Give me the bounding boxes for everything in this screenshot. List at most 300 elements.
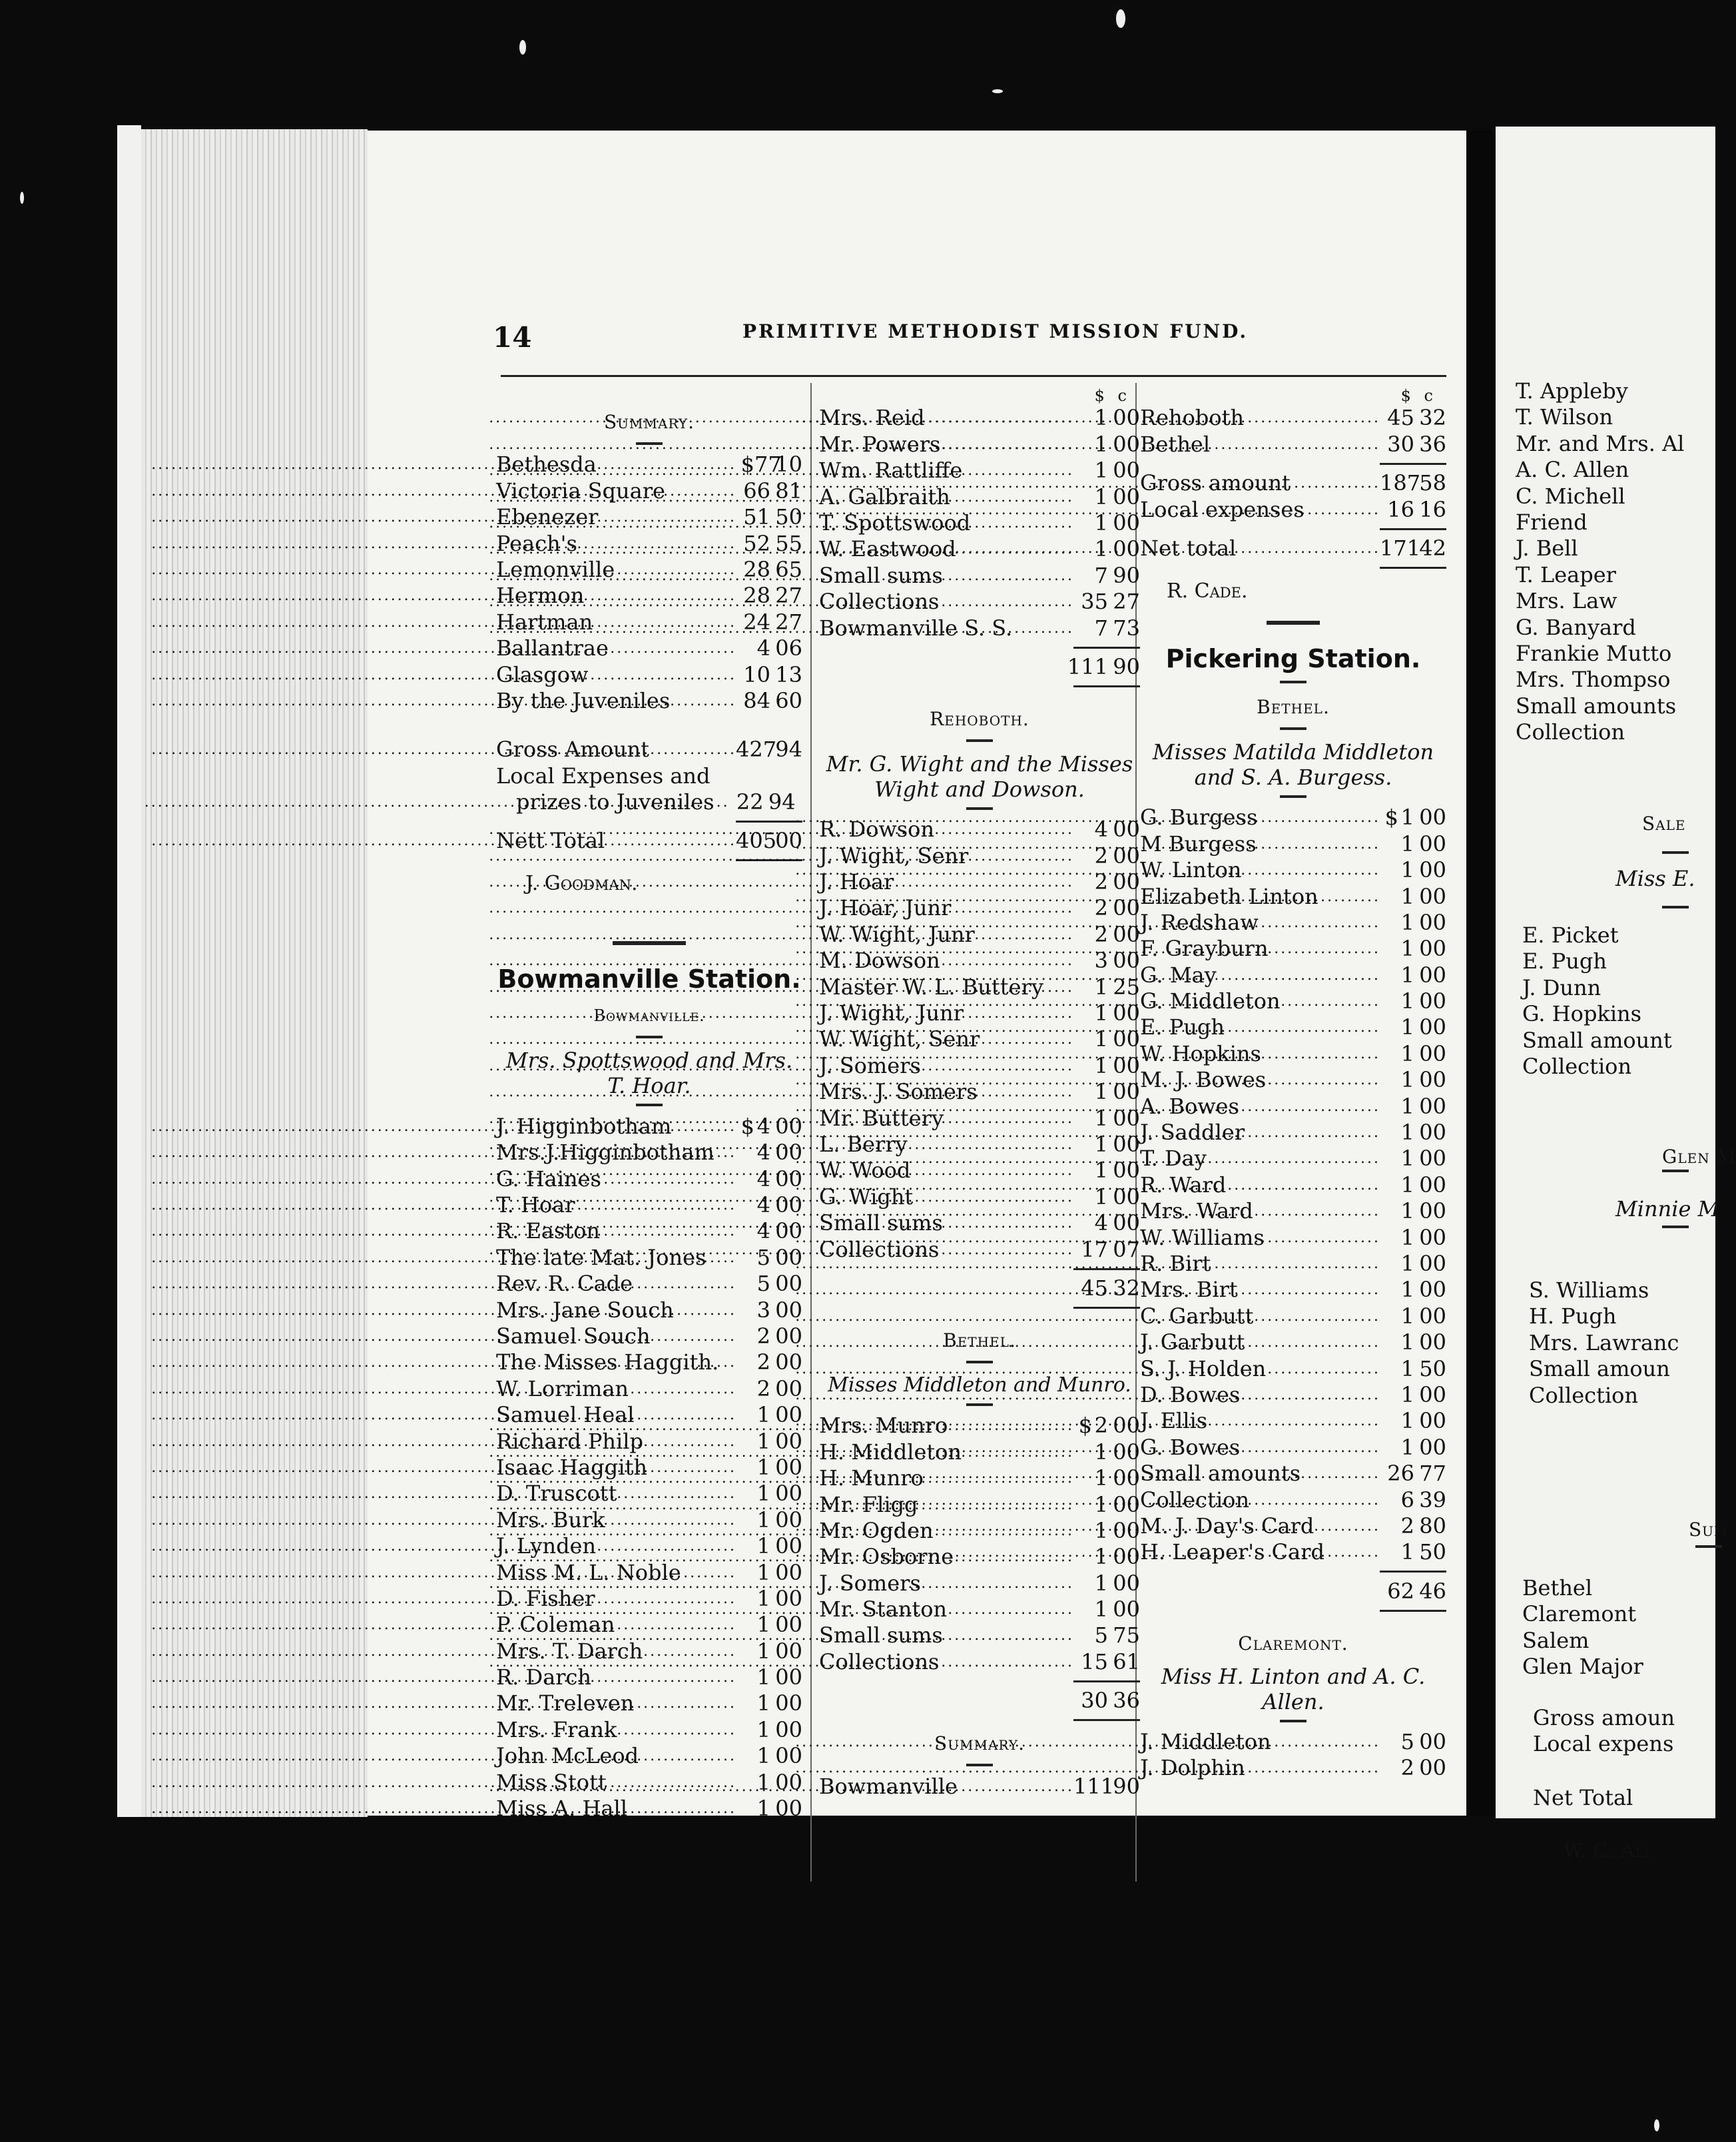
amount-dollars: 52 bbox=[743, 530, 770, 556]
entry-name: H. Middleton bbox=[819, 1439, 962, 1465]
scan-speck bbox=[1116, 9, 1125, 28]
amount-dollars: 1 bbox=[1400, 883, 1414, 909]
facing-entry: Claremont bbox=[1522, 1601, 1637, 1627]
leader-dots bbox=[1015, 621, 1071, 641]
dash bbox=[1662, 1226, 1689, 1228]
entry-name: Lemonville bbox=[496, 556, 615, 582]
facing-collectors: Minnie M bbox=[1615, 1196, 1720, 1222]
entry-name: Mr. Fligg bbox=[819, 1491, 918, 1517]
amount-cents: 39 bbox=[1419, 1487, 1446, 1513]
ledger-row bbox=[1140, 1251, 1446, 1277]
facing-entry: Mrs. Thompso bbox=[1516, 667, 1671, 693]
entry-name: L. Berry bbox=[819, 1131, 908, 1157]
collectors: Misses Matilda Middleton and S. A. Burgess. bbox=[1152, 739, 1434, 790]
amount-cents: 50 bbox=[775, 504, 802, 530]
ledger-row bbox=[1140, 1303, 1446, 1329]
amount-dollars: 4 bbox=[756, 1113, 770, 1139]
amount-cents: 00 bbox=[775, 1323, 802, 1349]
amount-cents: 00 bbox=[1113, 458, 1140, 484]
amount-dollars: 1 bbox=[756, 1638, 770, 1664]
leader-dots bbox=[1243, 1388, 1377, 1408]
facing-entry: T. Appleby bbox=[1516, 378, 1628, 404]
ledger-row bbox=[819, 589, 1140, 615]
amount-cents: 00 bbox=[1113, 1026, 1140, 1052]
amount-dollars: 1 bbox=[1094, 1597, 1108, 1622]
leader-dots bbox=[631, 1382, 733, 1402]
leader-dots bbox=[1247, 1335, 1377, 1355]
book-gutter bbox=[1466, 131, 1496, 1816]
amount-cents: 00 bbox=[775, 1533, 802, 1559]
entry-name: Bethel bbox=[1140, 431, 1211, 457]
entry-name: J. Redshaw bbox=[1140, 909, 1259, 935]
entry-name: R. Birt bbox=[1140, 1250, 1211, 1276]
facing-heading: Sale bbox=[1642, 813, 1686, 835]
entry-name: Samuel Souch bbox=[496, 1323, 651, 1349]
leader-dots bbox=[1209, 1152, 1377, 1172]
entry-name: Mrs. Frank bbox=[496, 1716, 617, 1742]
entry-name: Mrs. T. Darch bbox=[496, 1638, 643, 1664]
amount-dollars: 1 bbox=[1094, 1439, 1108, 1465]
amount-dollars: 1 bbox=[756, 1769, 770, 1795]
entry-name: Small sums bbox=[819, 1622, 943, 1648]
amount-dollars: 1 bbox=[1094, 1544, 1108, 1570]
facing-entry: Glen Major bbox=[1522, 1654, 1643, 1680]
sum-rule bbox=[1380, 1610, 1446, 1612]
entry-name: M Burgess bbox=[1140, 831, 1257, 857]
ledger-row bbox=[819, 1648, 1140, 1674]
amount-dollars: 1 bbox=[756, 1585, 770, 1611]
amount-dollars: 1 bbox=[1094, 974, 1108, 1000]
facing-entry: Net Total bbox=[1533, 1785, 1633, 1810]
scan-speck bbox=[1654, 2119, 1659, 2131]
amount-cents: 00 bbox=[1113, 1517, 1140, 1543]
ledger-row bbox=[1140, 1755, 1446, 1781]
amount-cents: 55 bbox=[775, 530, 802, 556]
amount-dollars: 1 bbox=[1400, 1277, 1414, 1303]
entry-name: G. Bowes bbox=[1140, 1434, 1241, 1460]
section-heading: Summary. bbox=[604, 411, 695, 433]
amount-cents: 00 bbox=[1419, 1408, 1446, 1434]
entry-name: J. Somers bbox=[819, 1052, 921, 1078]
facing-entry: T. Wilson bbox=[1516, 404, 1613, 430]
amount-cents: 00 bbox=[1113, 1544, 1140, 1570]
leader-dots bbox=[637, 1696, 733, 1716]
entry-name: Mrs. Jane Souch bbox=[496, 1297, 674, 1323]
amount-cents: 00 bbox=[775, 1271, 802, 1297]
sum-rule bbox=[1073, 1719, 1140, 1721]
entry-name: J. Wight, Senr bbox=[819, 843, 969, 869]
amount-cents: 00 bbox=[775, 1244, 802, 1270]
amount-dollars: 1 bbox=[1094, 458, 1108, 484]
ledger-row bbox=[1140, 1408, 1446, 1434]
amount-cents: 00 bbox=[775, 1166, 802, 1192]
sum-rule bbox=[1073, 647, 1140, 649]
facing-entry: E. Picket bbox=[1522, 922, 1619, 948]
entry-name: Mrs. Munro bbox=[819, 1413, 948, 1439]
ledger-row bbox=[819, 615, 1140, 641]
entry-name: J. Higginbotham bbox=[496, 1113, 672, 1139]
amount-dollars: 4 bbox=[756, 1192, 770, 1218]
ledger-row bbox=[496, 1375, 802, 1401]
leader-dots bbox=[960, 1780, 1071, 1800]
entry-name: D. Bowes bbox=[1140, 1381, 1241, 1407]
entry-name: G. Burgess bbox=[1140, 805, 1258, 831]
entry-name: J. Wight, Junr bbox=[819, 1000, 964, 1026]
entry-name: Samuel Heal bbox=[496, 1402, 635, 1428]
entry-name: A. Bowes bbox=[1140, 1093, 1239, 1119]
amount-cents: 00 bbox=[1419, 1329, 1446, 1355]
amount-dollars: 1 bbox=[756, 1612, 770, 1638]
entry-name: T. Spottswood bbox=[819, 510, 971, 536]
entries-list bbox=[1140, 1729, 1446, 1782]
dash bbox=[1662, 1170, 1689, 1172]
ledger-row bbox=[496, 1743, 802, 1769]
entry-name: D. Fisher bbox=[496, 1585, 595, 1611]
facing-entry: Friend bbox=[1516, 510, 1588, 535]
entry-name: J. Middleton bbox=[1140, 1729, 1271, 1755]
amount-cents: 00 bbox=[1113, 921, 1140, 947]
amount-cents: 00 bbox=[775, 1375, 802, 1401]
amount-dollars: 5 bbox=[756, 1271, 770, 1297]
entry-name: T. Day bbox=[1140, 1146, 1207, 1172]
entry-name: Elizabeth Linton bbox=[1140, 883, 1318, 909]
facing-entry: Collection bbox=[1516, 719, 1625, 745]
amount-dollars: 1 bbox=[1094, 1026, 1108, 1052]
amount-dollars: 1 bbox=[756, 1743, 770, 1769]
entry-name: P. Coleman bbox=[496, 1612, 615, 1638]
amount-cents: 90 bbox=[1113, 1773, 1140, 1799]
amount-dollars: 7 bbox=[1094, 562, 1108, 588]
amount-dollars: 1 bbox=[756, 1402, 770, 1428]
amount-cents: 00 bbox=[1113, 948, 1140, 974]
entry-name: T. Hoar bbox=[496, 1192, 575, 1218]
collectors: Mr. G. Wight and the Misses Wight and Dowson. bbox=[826, 751, 1133, 802]
leader-dots bbox=[1303, 1467, 1377, 1487]
entry-name: W. Linton bbox=[1140, 857, 1242, 883]
amount-cents: 00 bbox=[775, 1585, 802, 1611]
entry-name: G. Wight bbox=[819, 1184, 914, 1210]
amount-dollars: 28 bbox=[743, 556, 770, 582]
ledger-row bbox=[496, 1716, 802, 1742]
subtotal: 62 46 bbox=[1387, 1578, 1446, 1604]
amount-dollars: 2 bbox=[1094, 869, 1108, 895]
dash bbox=[1280, 681, 1306, 683]
amount-cents: 00 bbox=[1419, 1755, 1446, 1781]
ledger-row bbox=[1140, 883, 1446, 909]
amount-cents: 27 bbox=[1113, 589, 1140, 615]
amount-cents: 00 bbox=[1113, 1000, 1140, 1026]
amount-dollars: 1 bbox=[756, 1559, 770, 1585]
subtotal: 30 36 bbox=[1081, 1688, 1140, 1714]
amount-dollars: 1 bbox=[1400, 909, 1414, 935]
entry-name: H. Munro bbox=[819, 1465, 924, 1491]
amount-dollars: 7 bbox=[1094, 615, 1108, 641]
amount-dollars: 5 bbox=[1094, 1622, 1108, 1648]
amount-dollars: 30 bbox=[1387, 431, 1414, 457]
facing-entry: E. Pugh bbox=[1522, 948, 1607, 974]
facing-entry: Salem bbox=[1522, 1627, 1590, 1653]
entry-name: Mr. Stanton bbox=[819, 1597, 948, 1622]
entry-name: J. Lynden bbox=[496, 1533, 597, 1559]
entry-name: Mrs. Burk bbox=[496, 1507, 605, 1533]
amount-dollars: 2 bbox=[1400, 1755, 1414, 1781]
entry-name: Peach's bbox=[496, 530, 577, 556]
entry-name: J. Dolphin bbox=[1140, 1755, 1245, 1781]
amount-dollars: 1 bbox=[756, 1533, 770, 1559]
leader-dots bbox=[1316, 1519, 1377, 1539]
entry-name: J. Ellis bbox=[1140, 1408, 1208, 1434]
amount-cents: 00 bbox=[775, 1612, 802, 1638]
amount-cents: 00 bbox=[775, 1349, 802, 1375]
dash bbox=[1280, 1720, 1306, 1722]
amount-dollars: 1 bbox=[1400, 1250, 1414, 1276]
amount-cents: 00 bbox=[775, 1796, 802, 1822]
amount-cents: 00 bbox=[1113, 895, 1140, 921]
entry-name: J. Hoar, Junr bbox=[819, 895, 952, 921]
facing-entry: J. Dunn bbox=[1522, 974, 1601, 1000]
leader-dots bbox=[677, 1303, 733, 1323]
leader-dots bbox=[1247, 411, 1377, 431]
entry-name: Bethesda bbox=[496, 452, 597, 478]
entry-name: Mr. Buttery bbox=[819, 1105, 944, 1131]
ledger-row bbox=[1140, 1146, 1446, 1172]
entry-name: Small sums bbox=[819, 562, 943, 588]
leader-dots bbox=[673, 694, 733, 714]
amount-dollars: 2 bbox=[1400, 1513, 1414, 1539]
amount-dollars: 1 bbox=[1094, 1517, 1108, 1543]
facing-entry: Local expens bbox=[1533, 1731, 1674, 1757]
amount-dollars: 1 bbox=[1094, 536, 1108, 562]
amount-cents: 50 bbox=[1419, 1355, 1446, 1381]
amount-cents: 36 bbox=[1419, 431, 1446, 457]
amount-cents: 00 bbox=[1419, 988, 1446, 1014]
facing-entry: Mrs. Law bbox=[1516, 588, 1617, 614]
nett-total-row: Nett Total . . . 405 00 bbox=[496, 828, 802, 854]
local-expenses-label: Local Expenses and bbox=[496, 763, 711, 789]
entry-name: Mrs. Birt bbox=[1140, 1277, 1238, 1303]
ledger-row bbox=[496, 1271, 802, 1297]
entry-name: Mr. Ogden bbox=[819, 1517, 934, 1543]
amount-dollars: 1 bbox=[1400, 1539, 1414, 1565]
amount-cents: 00 bbox=[775, 1769, 802, 1795]
column-3 bbox=[1140, 386, 1446, 1781]
facing-signature: W. C. All bbox=[1564, 1840, 1654, 1862]
facing-entry: Small amount bbox=[1522, 1027, 1672, 1053]
amount-cents: 00 bbox=[1113, 1597, 1140, 1622]
amount-dollars: 1 bbox=[756, 1690, 770, 1716]
scan-speck bbox=[20, 192, 24, 204]
amount-cents: 00 bbox=[1419, 909, 1446, 935]
entry-name: Wm. Rattliffe bbox=[819, 458, 963, 484]
amount-cents: 07 bbox=[1113, 1236, 1140, 1262]
amount-dollars: 28 bbox=[743, 583, 770, 609]
entry-name: Collections bbox=[819, 589, 940, 615]
dollar-sign: $ bbox=[740, 452, 754, 478]
ledger-row bbox=[1140, 1513, 1446, 1539]
ledger-row bbox=[1140, 1120, 1446, 1146]
amount-cents: 00 bbox=[1113, 1079, 1140, 1105]
ledger-row bbox=[1140, 1277, 1446, 1303]
header-rule bbox=[501, 375, 1446, 377]
facing-entry: Frankie Mutto bbox=[1516, 641, 1672, 666]
amount-cents: 00 bbox=[1419, 1729, 1446, 1755]
amount-cents: 00 bbox=[1113, 1465, 1140, 1491]
amount-cents: 00 bbox=[775, 1218, 802, 1244]
leader-dots bbox=[1243, 1441, 1377, 1461]
local-expenses-row: prizes to Juveniles . . . 22 94 bbox=[496, 789, 802, 815]
entry-name: E. Pugh bbox=[1140, 1014, 1225, 1040]
entry-name: Mr. Osborne bbox=[819, 1544, 954, 1570]
amount-dollars: 1 bbox=[1094, 1570, 1108, 1596]
section-heading: Summary. bbox=[934, 1732, 1025, 1755]
amount-dollars: 2 bbox=[1094, 843, 1108, 869]
amount-cents: 00 bbox=[775, 1140, 802, 1166]
dash bbox=[1280, 727, 1306, 730]
entry-name: J. Somers bbox=[819, 1570, 921, 1596]
subtotal: 111 90 bbox=[1067, 653, 1140, 679]
amount-cents: 00 bbox=[775, 1113, 802, 1139]
ledger-row bbox=[1140, 936, 1446, 962]
entry-name: Glasgow bbox=[496, 661, 589, 687]
amount-cents: 61 bbox=[1113, 1648, 1140, 1674]
ledger-row bbox=[496, 1690, 802, 1716]
amount-dollars: 2 bbox=[1094, 921, 1108, 947]
amount-cents: 00 bbox=[1113, 817, 1140, 843]
entry-name: W. Hopkins bbox=[1140, 1040, 1261, 1066]
amount-cents: 32 bbox=[1419, 405, 1446, 431]
amount-cents: 00 bbox=[1113, 484, 1140, 510]
leader-dots bbox=[1219, 968, 1377, 988]
amount-dollars: 1 bbox=[1094, 510, 1108, 536]
amount-cents: 00 bbox=[1113, 405, 1140, 431]
entry-name: J. Garbutt bbox=[1140, 1329, 1245, 1355]
amount-cents: 27 bbox=[775, 609, 802, 635]
amount-dollars: 1 bbox=[1094, 405, 1108, 431]
amount-cents: 00 bbox=[775, 1481, 802, 1507]
ledger-row bbox=[819, 1597, 1140, 1622]
amount-cents: 00 bbox=[1419, 1014, 1446, 1040]
subtotal: 45 32 bbox=[1081, 1275, 1140, 1301]
entry-name: Rev. R. Cade bbox=[496, 1271, 633, 1297]
entry-name: Ballantrae bbox=[496, 635, 609, 661]
amount-dollars: 1 bbox=[1400, 1381, 1414, 1407]
entry-name: Master W. L. Buttery bbox=[819, 974, 1043, 1000]
leader-dots bbox=[1248, 1761, 1377, 1781]
entry-name: M. J. Day's Card bbox=[1140, 1513, 1314, 1539]
ledger-row bbox=[1140, 857, 1446, 883]
leader-dots bbox=[635, 1277, 733, 1297]
entry-name: Mrs. J. Somers bbox=[819, 1079, 978, 1105]
section-heading: Bethel. bbox=[1257, 695, 1330, 718]
amount-cents: 50 bbox=[1419, 1539, 1446, 1565]
leader-dots bbox=[630, 1802, 733, 1822]
entry-name: Miss M. L. Noble bbox=[496, 1559, 681, 1585]
amount-cents: 00 bbox=[1113, 1158, 1140, 1184]
amount-cents: 00 bbox=[775, 1638, 802, 1664]
amount-cents: 00 bbox=[1419, 1250, 1446, 1276]
amount-dollars: 1 bbox=[1400, 831, 1414, 857]
amount-dollars: 1 bbox=[1400, 936, 1414, 962]
amount-cents: 00 bbox=[1113, 1210, 1140, 1236]
leader-dots bbox=[942, 595, 1071, 615]
leader-dots bbox=[1261, 916, 1377, 936]
amount-cents: 00 bbox=[1419, 1303, 1446, 1329]
collectors: Miss H. Linton and A. C. Allen. bbox=[1161, 1663, 1426, 1714]
facing-entry: G. Hopkins bbox=[1522, 1001, 1642, 1027]
facing-entry: J. Bell bbox=[1516, 536, 1578, 561]
amount-dollars: 1 bbox=[1400, 1146, 1414, 1172]
facing-entry: Bethel bbox=[1522, 1575, 1593, 1601]
dash bbox=[1662, 851, 1689, 854]
entry-name: Small amounts bbox=[1140, 1461, 1301, 1487]
entry-name: Collections bbox=[819, 1236, 940, 1262]
amount-cents: 00 bbox=[775, 1507, 802, 1533]
ledger-row bbox=[1140, 805, 1446, 831]
amount-cents: 00 bbox=[1113, 431, 1140, 457]
entry-name: W. Wight, Junr bbox=[819, 921, 975, 947]
leader-dots bbox=[1269, 1073, 1377, 1093]
leader-dots bbox=[641, 1749, 733, 1769]
leader-dots bbox=[1227, 1020, 1377, 1040]
amount-cents: 00 bbox=[1113, 843, 1140, 869]
ledger-row bbox=[1140, 1040, 1446, 1066]
facing-entry: T. Leaper bbox=[1516, 561, 1616, 587]
leader-dots bbox=[1229, 1178, 1377, 1198]
entry-name: R. Darch bbox=[496, 1664, 591, 1690]
amount-cents: 75 bbox=[1113, 1622, 1140, 1648]
amount-cents: 80 bbox=[1419, 1513, 1446, 1539]
entry-name: G. Haines bbox=[496, 1166, 601, 1192]
entry-name: F. Grayburn bbox=[1140, 936, 1269, 962]
amount-dollars: 2 bbox=[1094, 895, 1108, 921]
amount-dollars: 1 bbox=[756, 1664, 770, 1690]
amount-cents: 00 bbox=[1419, 1198, 1446, 1224]
amount-cents: 00 bbox=[1113, 1052, 1140, 1078]
amount-dollars: 5 bbox=[1400, 1729, 1414, 1755]
amount-cents: 10 bbox=[775, 452, 802, 478]
amount-dollars: 1 bbox=[756, 1507, 770, 1533]
amount-dollars: 4 bbox=[1094, 817, 1108, 843]
leader-dots bbox=[1256, 1309, 1377, 1329]
collectors: Mrs. Spottswood and Mrs. T. Hoar. bbox=[505, 1048, 793, 1099]
amount-cents: 00 bbox=[1113, 1184, 1140, 1210]
gross-amount-row: Gross amount . . . 187 58 bbox=[1140, 470, 1446, 496]
amount-cents: 00 bbox=[1419, 962, 1446, 988]
entry-name: Mr. Powers bbox=[819, 431, 941, 457]
entry-name: M. Dowson bbox=[819, 948, 940, 974]
facing-entry: Mrs. Lawranc bbox=[1529, 1329, 1679, 1355]
facing-entry: H. Pugh bbox=[1529, 1303, 1617, 1329]
amount-cents: 00 bbox=[1419, 1381, 1446, 1407]
section-heading: Claremont. bbox=[1238, 1632, 1348, 1654]
amount-cents: 00 bbox=[1113, 1491, 1140, 1517]
amount-dollars: 1 bbox=[1400, 805, 1414, 831]
leader-dots bbox=[653, 1329, 733, 1349]
leader-dots bbox=[721, 1355, 733, 1375]
facing-entry: Collection bbox=[1522, 1054, 1632, 1079]
leader-dots bbox=[924, 1577, 1071, 1597]
entry-name: Ebenezer bbox=[496, 504, 599, 530]
entry-name: Rehoboth bbox=[1140, 405, 1245, 431]
amount-dollars: 1 bbox=[1094, 1184, 1108, 1210]
entry-name: Mrs. Reid bbox=[819, 405, 925, 431]
amount-cents: 00 bbox=[1113, 1570, 1140, 1596]
amount-dollars: 24 bbox=[743, 609, 770, 635]
amount-cents: 00 bbox=[1419, 1067, 1446, 1093]
amount-dollars: 77 bbox=[754, 452, 782, 478]
amount-cents: 00 bbox=[1419, 1434, 1446, 1460]
amount-cents: 90 bbox=[1113, 562, 1140, 588]
